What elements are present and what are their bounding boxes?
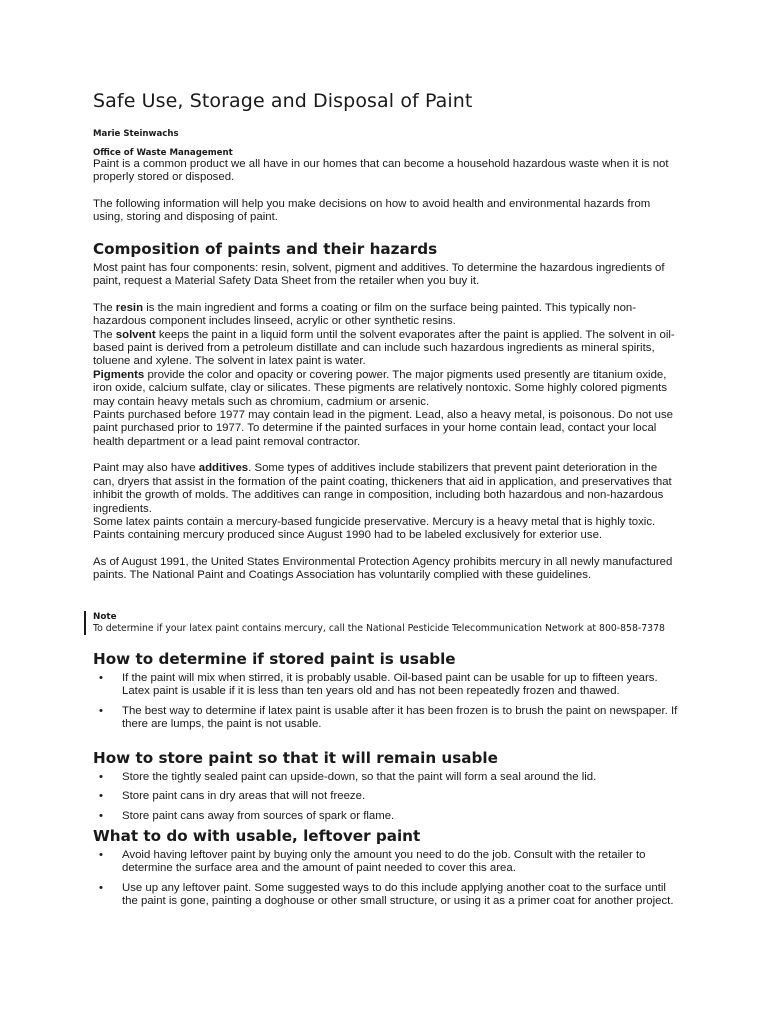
intro-section: [93, 158, 678, 225]
note-text: To determine if your latex paint contains mercury, call the National Pesticide Telecommunication Network at 800-858-7378: [93, 623, 665, 634]
bullet-icon: •: [99, 704, 103, 717]
bullet-icon: •: [99, 809, 103, 822]
additives-paragraph: Paint may also have additives. Some types of additives include stabilizers that prevent paint deterioration in the can, dryers that assist in the formation of the paint coating, thickeners that aid in application, and preservatives that inhibit the growth of molds. The additives can range in composition, including both hazardous and non-hazardous ingredients.: [93, 462, 672, 515]
bullet-icon: •: [99, 881, 103, 894]
bullet-icon: •: [99, 849, 103, 861]
list-item: • If the paint will mix when stirred, it is probably usable. Oil-based paint can be usable for up to fifteen years. Latex paint is usable if it is less than ten years old and has not been repeatedly frozen and thawed.: [99, 672, 658, 698]
usable-list: [93, 672, 678, 732]
composition-heading: Composition of paints and their hazards: [93, 240, 438, 258]
list-item: • Avoid having leftover paint by buying only the amount you need to do the job. Consult with the retailer to determine the surface area and the amount of paint needed to cover this area.: [99, 849, 646, 875]
intro-paragraph-1: Paint is a common product we all have in our homes that can become a household hazardous waste when it is not properly stored or disposed.: [93, 158, 669, 184]
mercury-paragraph: Some latex paints contain a mercury-based fungicide preservative. Mercury is a heavy metal that is highly toxic. Paints containing mercury produced since August 1990 had to be labeled exclusively for exterior use.: [93, 515, 656, 542]
lead-paragraph: Paints purchased before 1977 may contain lead in the pigment. Lead, also a heavy metal, is poisonous. Do not use paint purchased prior to 1977. To determine if the painted surfaces in your home contain lead, contact your local health department or a lead paint removal contractor.: [93, 409, 674, 448]
pigments-paragraph: Pigments provide the color and opacity or covering power. The major pigments used presently are titanium oxide, iron oxide, calcium sulfate, clay or silicates. These pigments are relatively nontoxic. Some highly colored pigments may contain heavy metals such as chromium, cadmium or arsenic.: [93, 368, 668, 408]
solvent-paragraph: The solvent keeps the paint in a liquid form until the solvent evaporates after the paint is applied. The solvent in oil-based paint is derived from a petroleum distillate and can include such hazardous ingredients as mineral spirits, toluene and xylene. The solvent in latex paint is water.: [93, 328, 675, 368]
list-item: • Use up any leftover paint. Some suggested ways to do this include applying another coat to the surface until the paint is gone, painting a doghouse or other small structure, or using it as a primer coat for another project.: [99, 881, 674, 908]
list-item: • The best way to determine if latex paint is usable after it has been frozen is to brush the paint on newspaper. If there are lumps, the paint is not usable.: [99, 704, 678, 731]
bullet-icon: •: [99, 790, 103, 803]
bullet-icon: •: [99, 672, 103, 684]
epa-paragraph: As of August 1991, the United States Environmental Protection Agency prohibits mercury in all newly manufactured paints. The National Paint and Coatings Association has voluntarily complied with these guidelines.: [93, 555, 673, 582]
solvent-term: solvent: [115, 328, 156, 341]
author-office: Office of Waste Management: [93, 148, 233, 158]
usable-heading: How to determine if stored paint is usable: [93, 650, 456, 668]
list-item: • Store paint cans away from sources of spark or flame.: [99, 809, 395, 822]
list-item: • Store the tightly sealed paint can upside-down, so that the paint will form a seal around the lid.: [99, 771, 597, 783]
store-heading: How to store paint so that it will remain usable: [93, 749, 498, 767]
note-label: Note: [93, 612, 117, 622]
document-title: Safe Use, Storage and Disposal of Paint: [93, 90, 473, 112]
composition-intro: Most paint has four components: resin, solvent, pigment and additives. To determine the hazardous ingredients of paint, request a Material Safety Data Sheet from the retailer when you buy it.: [93, 262, 665, 288]
mercury-note: [84, 611, 688, 635]
resin-paragraph: The resin is the main ingredient and forms a coating or film on the surface being painted. This typically non-hazardous component includes linseed, acrylic or other synthetic resins.: [93, 301, 637, 328]
intro-paragraph-2: The following information will help you make decisions on how to avoid health and environmental hazards from using, storing and disposing of paint.: [93, 197, 651, 224]
store-list: [93, 771, 678, 823]
bullet-icon: •: [99, 771, 103, 783]
composition-section: [93, 262, 678, 583]
author-name: Marie Steinwachs: [93, 129, 179, 139]
additives-term: additives: [198, 462, 249, 475]
pigments-term: Pigments: [93, 368, 145, 381]
leftover-heading: What to do with usable, leftover paint: [93, 827, 421, 845]
list-item: • Store paint cans in dry areas that will not freeze.: [99, 790, 366, 803]
resin-term: resin: [115, 301, 144, 314]
leftover-list: [93, 849, 678, 909]
